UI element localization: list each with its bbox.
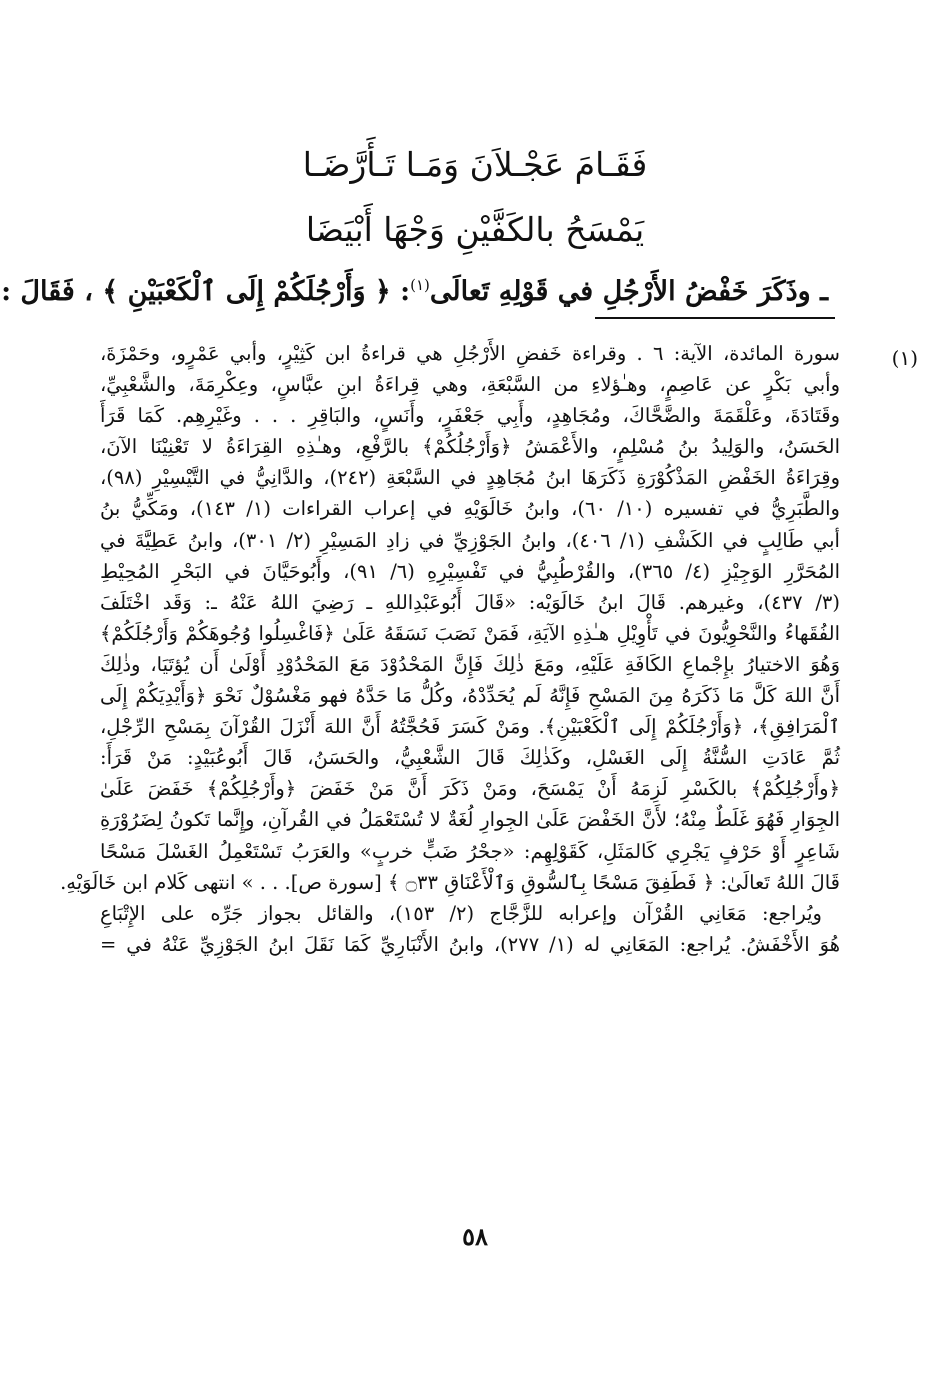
footnote-line: الفُقَهاءُ والنَّحْوِيُّونَ في تَأْوِيْلِ هـٰذِهِ الآيَةِ، فَمَنْ نَصَبَ نَسَقَهُ عَلَىٰ ﴿فَاغْسِلُوا وُجُوهَكُمْ وَأَرْجُلَكُمْ﴾ (100, 621, 840, 645)
footnote-line: هُوَ الأَخْفَشُ. يُراجع: المَعَانِي له (١/ ٢٧٧)، وابنُ الأَنْبَارِيِّ كَمَا نَقَلَ ابنُ الجَوْزِيِّ عَنْهُ في = (100, 932, 840, 956)
footnote-separator (595, 317, 835, 319)
footnote-reference[interactable]: (١) (410, 276, 430, 294)
footnote-line: وقِرَاءَةُ الخَفْضِ المَذْكُوْرَةِ ذَكَرَهَا ابنُ مُجَاهِدٍ في السَّبْعَةِ (٢٤٢)، والدَّانِيُّ في التَّيْسِيْرِ (٩٨)، (100, 466, 841, 490)
main-text-after-note: : ﴿ وَأَرْجُلَكُمْ إِلَى ٱلْكَعْبَيْنِ ﴾ ، فَقَالَ : (1, 276, 411, 307)
footnote-line: أبي طَالِبٍ في الكَشْفِ (١/ ٤٠٦)، وابنُ الجَوْزِيِّ في زادِ المَسِيْرِ (٢/ ٣٠١)، وابنُ عَطِيَّةَ في (100, 528, 840, 552)
footnote-line: سورة المائدة، الآية: ٦ . وقراءة خَفضِ الأَرْجُلِ هي قراءةُ ابن كَثِيْرٍ، وأبي عَمْرٍو، وحَمْزَةَ، (100, 342, 840, 365)
main-text-before-note: ـ وذَكَرَ خَفْضُ الأَرْجُلِ في قَوْلِهِ تَعالَى (429, 276, 828, 307)
footnote-line: الجِوَارِ فَهُوَ غَلَطٌ مِنْهُ؛ لأَنَّ الخَفْضَ عَلَىٰ الجِوارِ لُغَةٌ لا تُسْتَعْمَلُ في القُرآنِ، وإِنَّما تَكونُ لِضَرُوْرَةِ (100, 808, 840, 832)
footnote-line: ثُمَّ عَادَتِ السُّنَّةُ إِلَى الغَسْلِ، وكَذٰلِكَ قَالَ الشَّعْبِيُّ، والحَسَنُ، قَالَ أَبُوعُبَيْدٍ: مَنْ قَرَأَ: (100, 746, 840, 770)
footnote-line: وأبي بَكْرٍ عن عَاصِمٍ، وهـٰؤلاءِ من السَّبْعَةِ، وهي قِراءَةُ ابنِ عبَّاسٍ، وعِكْرِمَةَ، والشَّعْبِيِّ، (100, 373, 840, 397)
footnote-line: قَالَ اللهُ تَعالَىٰ: ﴿ فَطَفِقَ مَسْحًا بِٱلسُّوقِ وَٱلْأَعْنَاقِ ۝٣٣ ﴾ [سورة ص]. . . » انتهى كَلام ابن خَالَوَيْهِ. (60, 870, 840, 894)
footnote-line: شَاعِرٍ أَوْ حَرْفٍ يَجْرِي كَالمَثَلِ، كَقَوْلِهِم: «جحْرُ ضَبٍّ خربٍ» والعَرَبُ تَسْتَعْمِلُ الغَسْلَ مَسْحًا (100, 839, 840, 863)
footnote-line: والطَّبَرِيُّ في تفسيره (١٠/ ٦٠)، وابنُ خَالَوَيْهِ في إعراب القراءات (١/ ١٤٣)، ومَكِّيُّ بنُ (100, 497, 840, 521)
footnote-line: ويُراجع: مَعَانِي القُرْآن وإعرابه للزَّجَّاج (٢/ ١٥٣)، والقائل بجواز جَرِّه على الإِتْبَاعِ (100, 901, 822, 925)
footnote-line: وقَتَادَةَ، وعَلْقَمَةَ والضَّحَّاكَ، ومُجَاهِدٍ، وأَبِي جَعْفَرٍ، وأَنَسٍ، والبَاقِرِ . . . وغَيْرِهِم. كَمَا قَرَأَ (100, 404, 840, 428)
footnote-line: المُحَرَّرِ الوَجِيْزِ (٤/ ٣٦٥)، والقُرْطُبِيُّ في تَفْسِيْرِهِ (٦/ ٩١)، وأَبُوحَيَّانَ في البَحْرِ المُحِيْطِ (100, 559, 840, 583)
page-number: ٥٨ (462, 1222, 488, 1251)
footnote-line: ﴿وأَرْجُلِكُمْ﴾ بالكَسْرِ لَزِمَهُ أَنْ يَمْسَحَ، ومَنْ ذَكَرَ أَنَّ مَنْ خَفَضَ ﴿وأَرْجُلِكُمْ﴾ خَفَضَ عَلَىٰ (100, 777, 840, 801)
footnote-line: وَهُوَ الاختيارُ بإِجْماعِ الكَافَةِ عَلَيْهِ، ومَعَ ذٰلِكَ فَإِنَّ المَحْدُوْدَ مَعَ المَحْدُوْدِ أَوْلَىٰ أَن يُؤتَيَا، وذٰلِكَ (100, 652, 840, 676)
main-text-line (1, 262, 828, 315)
footnote-line: الحَسَنُ، والوَلِيدُ بنُ مُسْلِمٍ، والأَعْمَشُ ﴿وَأَرْجُلُكُمْ﴾ بالرَّفْعِ، وهـٰذِهِ القِرَاءَةُ لا تَعْنِيْنَا الآنَ، (100, 435, 840, 459)
poem-line-2: يَمْسَحُ بالكَفَّيْنِ وَجْهَا أَبْيَضَا (305, 210, 645, 249)
footnote-line: ٱلْمَرَافِقِ﴾، ﴿وَأَرْجُلَكُمْ إِلَى ٱلْكَعْبَيْنِ﴾. ومَنْ كَسَرَ فَحُجَّتُهُ أَنَّ اللهَ أَنْزَلَ القُرْآنَ بِمَسْحِ الرِّجْلِ، (100, 715, 840, 739)
footnote-line: أَنَّ اللهَ كَلَّ مَا ذَكَرَهُ مِنَ المَسْحِ فَإِنَّهُ لَم يُحَدِّدْهُ، وكُلُّ مَا حَدَّهُ فهو مَغْسُوْلٌ نَحْوَ ﴿وَأَيْدِيَكُمْ إِلَى (100, 684, 840, 708)
footnote (60, 338, 918, 960)
footnote-line: (٣/ ٤٣٧)، وغيرهم. قَالَ ابنُ خَالَوَيْه: «قَالَ أَبُوعَبْدِاللهِ ـ رَضِيَ اللهُ عَنْهُ ـ: وَقَد اخْتَلَفَ (100, 590, 840, 614)
footnote-marker: (١) (891, 346, 918, 370)
poem-line-1: فَقَـامَ عَجْـلاَنَ وَمَـا تَـأَرَّضَـا (302, 145, 648, 184)
